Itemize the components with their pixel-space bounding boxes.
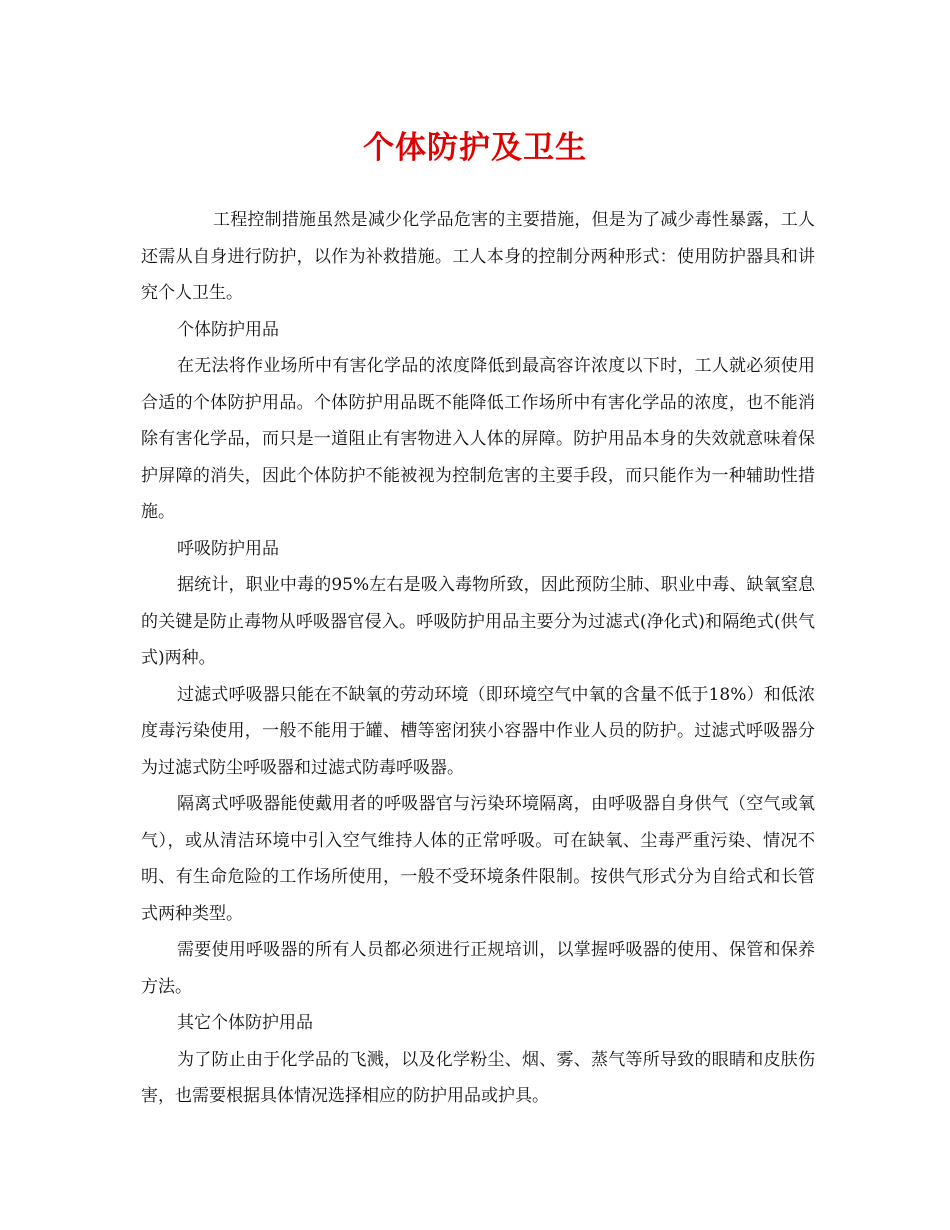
- paragraph-intro: 工程控制措施虽然是减少化学品危害的主要措施，但是为了减少毒性暴露，工人还需从自身进行防护，以作为补救措施。工人本身的控制分两种形式：使用防护器具和讲究个人卫生。: [141, 210, 815, 303]
- paragraph-respiratory-statistics: 据统计，职业中毒的95%左右是吸入毒物所致，因此预防尘肺、职业中毒、缺氧窒息的关键是防止毒物从呼吸器官侵入。呼吸防护用品主要分为过滤式(净化式)和隔绝式(供气式)两种。: [141, 575, 815, 668]
- paragraph-filter-respirator: 过滤式呼吸器只能在不缺氧的劳动环境（即环境空气中氧的含量不低于18%）和低浓度毒污染使用，一般不能用于罐、槽等密闭狭小容器中作业人员的防护。过滤式呼吸器分为过滤式防尘呼吸器和过滤式防毒呼吸器。: [141, 684, 815, 778]
- section-heading-other-protection: 其它个体防护用品: [177, 1013, 313, 1033]
- paragraph-isolation-respirator: 隔离式呼吸器能使戴用者的呼吸器官与污染环境隔离，由呼吸器自身供气（空气或氧气），或从清洁环境中引入空气维持人体的正常呼吸。可在缺氧、尘毒严重污染、情况不明、有生命危险的工作场所使用，一般不受环境条件限制。按供气形式分为自给式和长管式两种类型。: [141, 794, 815, 924]
- section-heading-respiratory-protection: 呼吸防护用品: [177, 538, 279, 559]
- section-heading-personal-protective-equipment: 个体防护用品: [177, 319, 279, 340]
- paragraph-other-protection: 为了防止由于化学品的飞溅，以及化学粉尘、烟、雾、蒸气等所导致的眼睛和皮肤伤害，也需要根据具体情况选择相应的防护用品或护具。: [141, 1049, 815, 1106]
- paragraph-training: 需要使用呼吸器的所有人员都必须进行正规培训，以掌握呼吸器的使用、保管和保养方法。: [141, 940, 815, 997]
- document-title: 个体防护及卫生: [363, 130, 587, 166]
- document-body: [141, 202, 815, 1115]
- paragraph-ppe: 在无法将作业场所中有害化学品的浓度降低到最高容许浓度以下时，工人就必须使用合适的个体防护用品。个体防护用品既不能降低工作场所中有害化学品的浓度，也不能消除有害化学品，而只是一道阻止有害物进入人体的屏障。防护用品本身的失效就意味着保护屏障的消失，因此个体防护不能被视为控制危害的主要手段，而只能作为一种辅助性措施。: [141, 356, 815, 522]
